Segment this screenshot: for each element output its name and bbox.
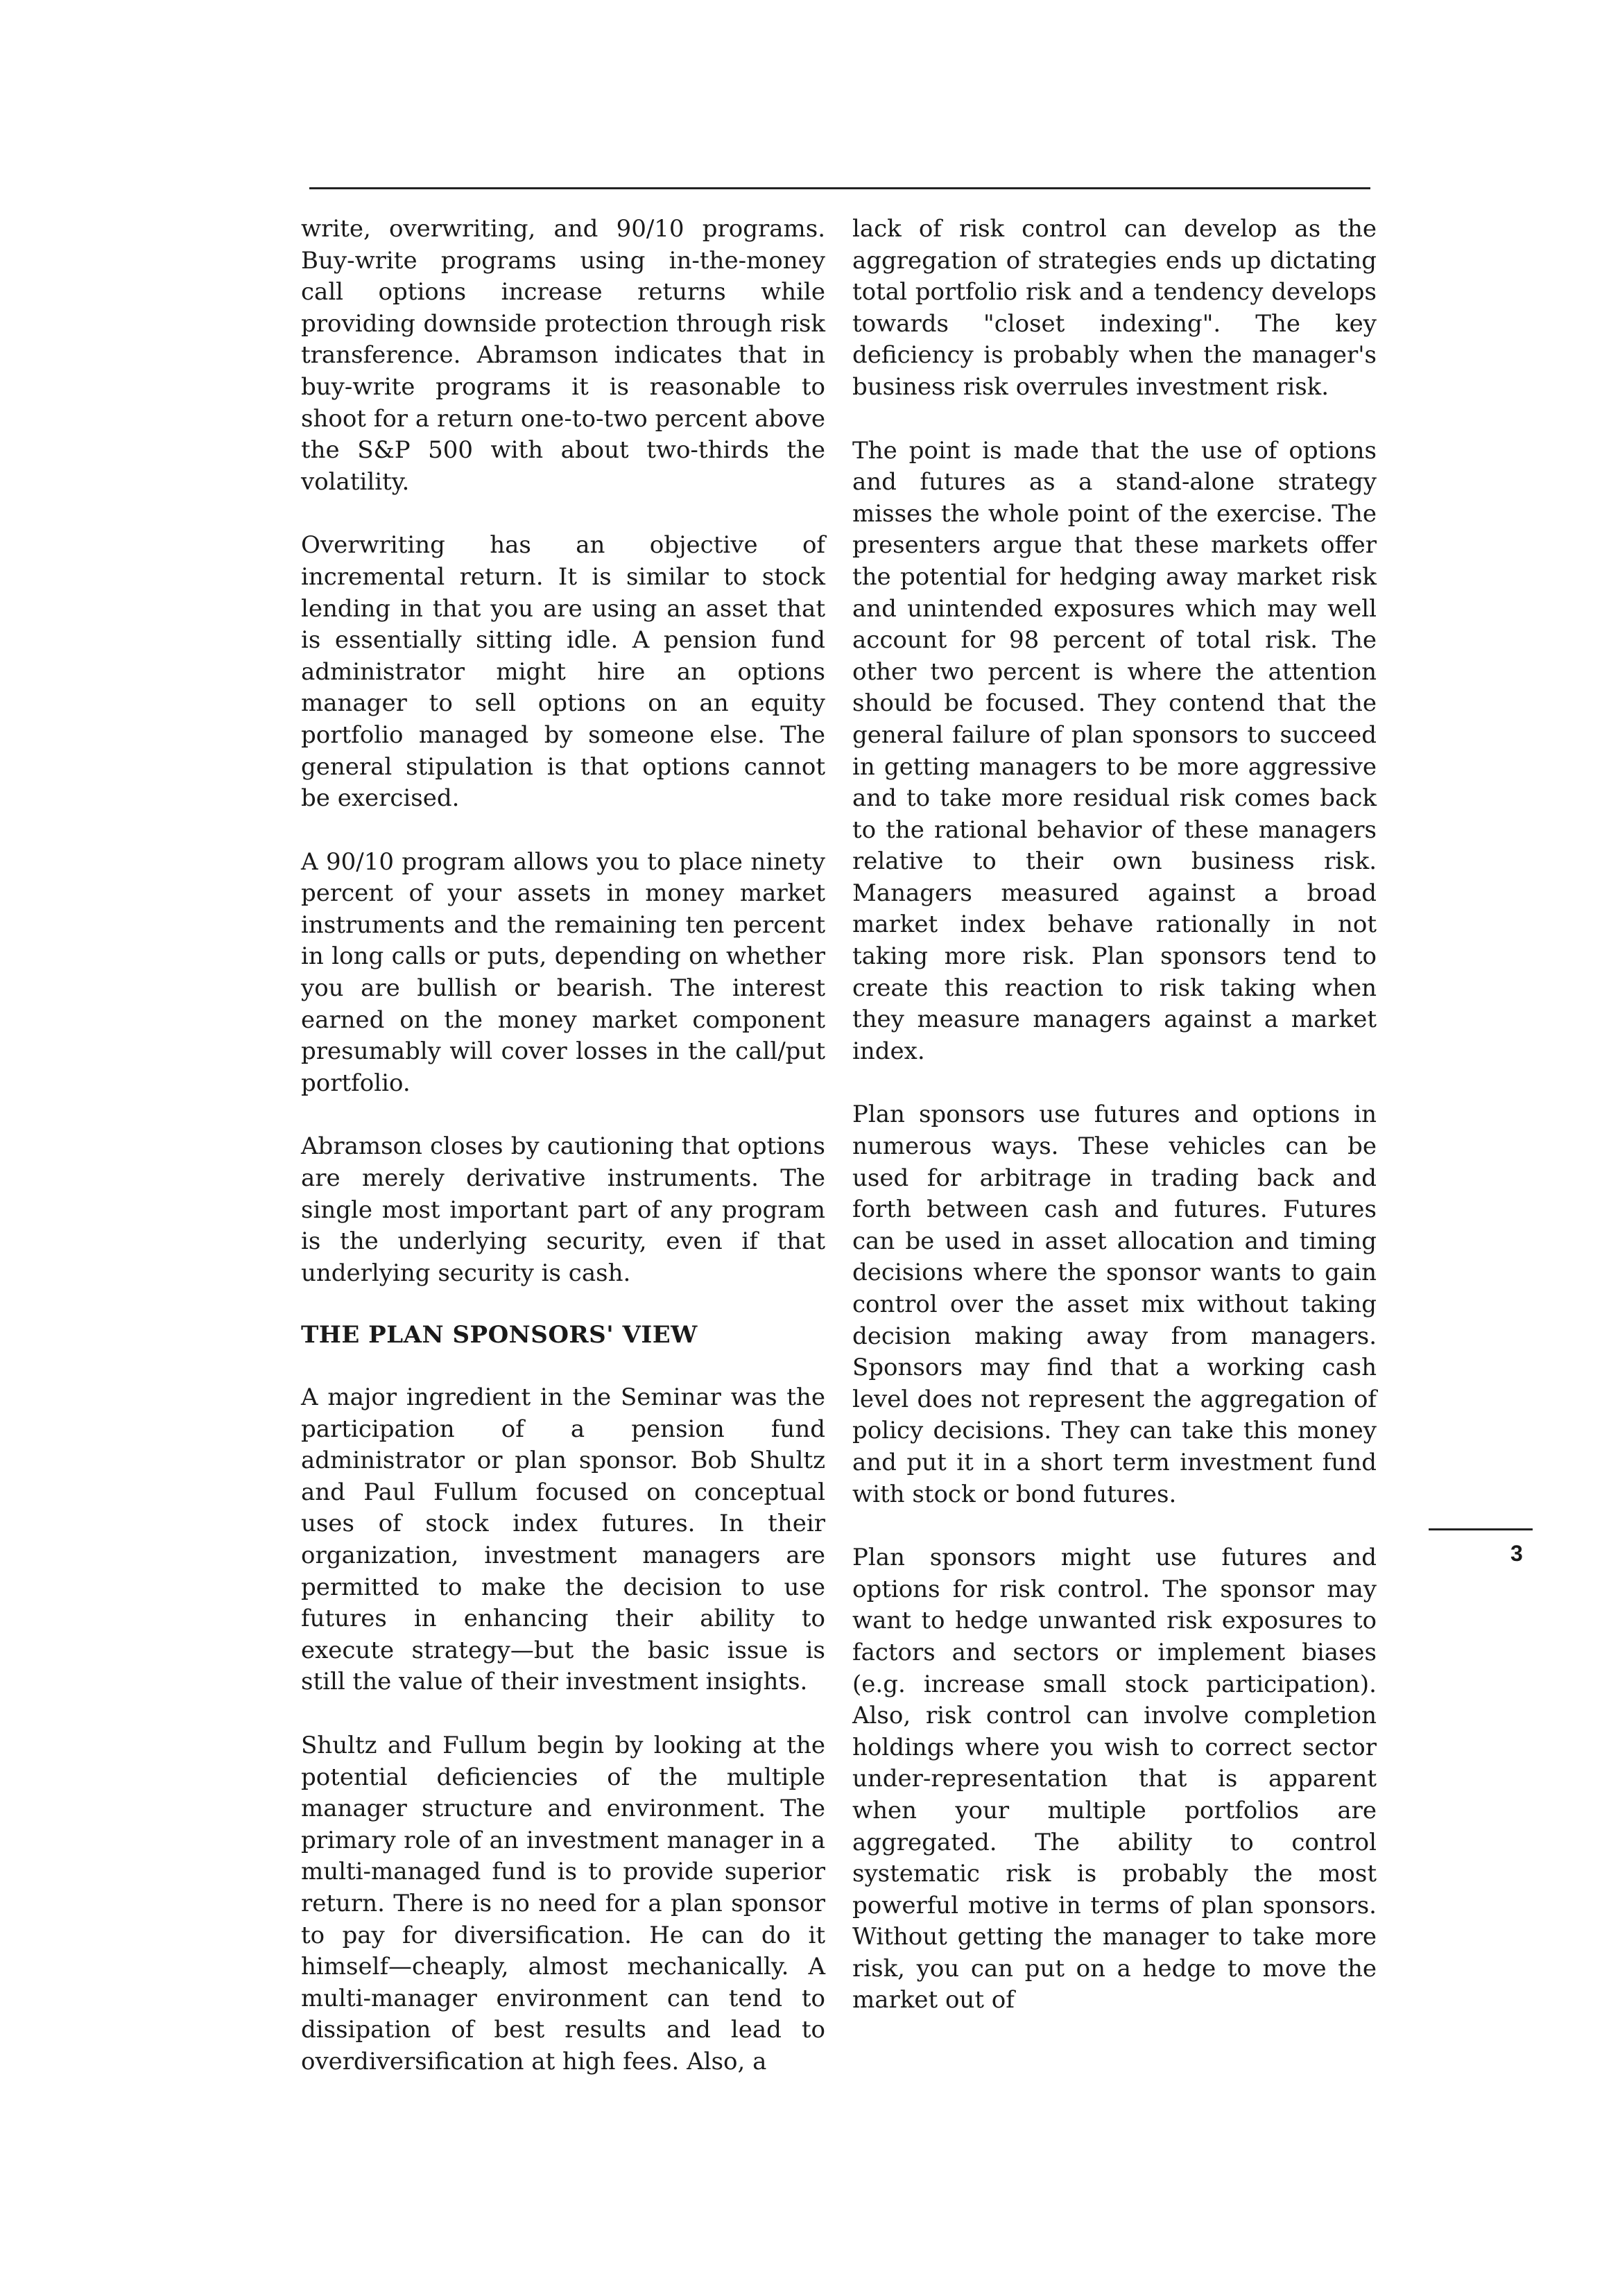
right-paragraph-3: Plan sponsors use futures and options in numerous ways. These vehicles can be used for arbitrage in trading back and forth between cash and futures. Futures can be used in asset allocation and timing decisions where the sponsor wants to gain control over the asset mix without taking decision making away from managers. Sponsors may find that a working cash level does not represent the aggregation of policy decisions. They can take this money and put it in a short term investment fund with stock or bond futures.	[852, 1100, 1377, 1508]
page-number: 3	[1510, 1541, 1523, 1566]
left-paragraph-3: A 90/10 program allows you to place ninety percent of your assets in money market instruments and the remaining ten percent in long calls or puts, depending on whether you are bullish or bearish. The interest earned on the money market component presumably will cover losses in the call/put portfolio.	[301, 847, 825, 1097]
left-column	[301, 214, 825, 2109]
right-paragraph-4: Plan sponsors might use futures and options for risk control. The sponsor may want to hedge unwanted risk exposures to factors and sectors or implement biases (e.g. increase small stock participation). Also, risk control can involve completion holdings where you wish to correct sector under-representation that is apparent when your multiple portfolios are aggregated. The ability to control systematic risk is probably the most powerful motive in terms of plan sponsors. Without getting the manager to take more risk, you can put on a hedge to move the market out of	[852, 1544, 1377, 2014]
right-column	[852, 214, 1377, 2048]
right-paragraph-2: The point is made that the use of options and futures as a stand-alone strategy misses the whole point of the exercise. The presenters argue that these markets offer the potential for hedging away market risk and unintended exposures which may well account for 98 percent of total risk. The other two percent is where the attention should be focused. They contend that the general failure of plan sponsors to succeed in getting managers to be more aggressive and to take more residual risk comes back to the rational behavior of these managers relative to their own business risk. Managers measured against a broad market index behave rationally in not taking more risk. Plan sponsors tend to create this reaction to risk taking when they measure managers against a market index.	[852, 436, 1377, 1065]
left-paragraph-2: Overwriting has an objective of incremental return. It is similar to stock lending in that you are using an asset that is essentially sitting idle. A pension fund administrator might hire an options manager to sell options on an equity portfolio managed by someone else. The general stipulation is that options cannot be exercised.	[301, 531, 825, 813]
left-paragraph-1: write, overwriting, and 90/10 programs. Buy-write programs using in-the-money call options increase returns while providing downside protection through risk transference. Abramson indicates that in buy-write programs it is reasonable to shoot for a return one-to-two percent above the S&P 500 with about two-thirds the volatility.	[301, 215, 825, 496]
top-rule	[309, 187, 1370, 189]
right-paragraph-1: lack of risk control can develop as the aggregation of strategies ends up dictating total portfolio risk and a tendency develops towards "closet indexing". The key deficiency is probably when the manager's business risk overrules investment risk.	[852, 215, 1377, 401]
left-paragraph-6: Shultz and Fullum begin by looking at the potential deficiencies of the multiple manager structure and environment. The primary role of an investment manager in a multi-managed fund is to provide superior return. There is no need for a plan sponsor to pay for diversification. He can do it himself—cheaply, almost mechanically. A multi-manager environment can tend to dissipation of best results and lead to overdiversification at high fees. Also, a	[301, 1731, 825, 2075]
left-paragraph-4: Abramson closes by cautioning that options are merely derivative instruments. The single most important part of any program is the underlying security, even if that underlying security is cash.	[301, 1132, 825, 1287]
page-number-rule	[1429, 1528, 1533, 1530]
left-paragraph-5: A major ingredient in the Seminar was the participation of a pension fund administrator or plan sponsor. Bob Shultz and Paul Fullum focused on conceptual uses of stock index futures. In their organization, investment managers are permitted to make the decision to use futures in enhancing their ability to execute strategy—but the basic issue is still the value of their investment insights.	[301, 1383, 825, 1696]
section-heading: THE PLAN SPONSORS' VIEW	[301, 1321, 698, 1349]
